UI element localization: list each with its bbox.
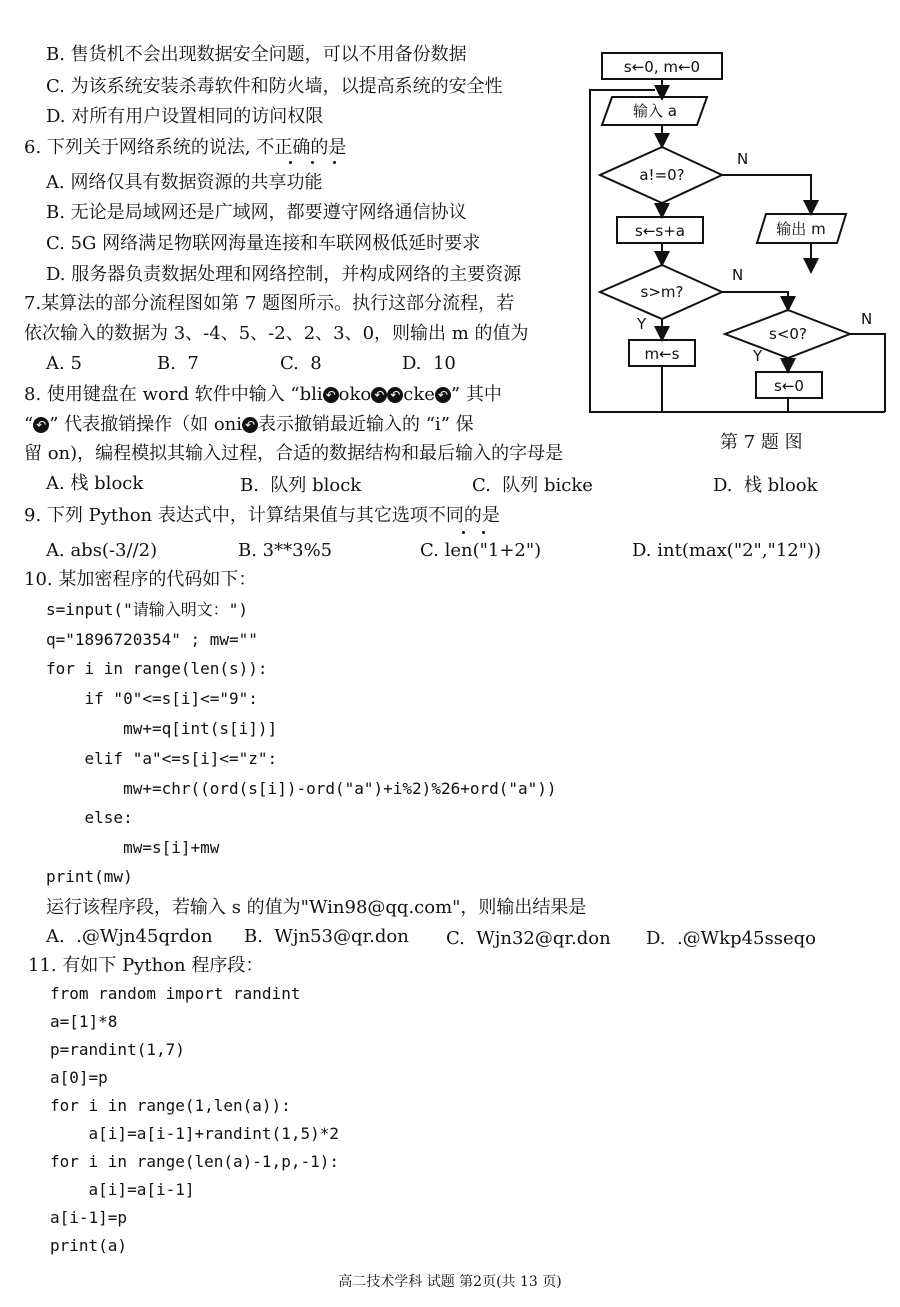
q11-stem: 11. 有如下 Python 程序段： <box>28 955 264 976</box>
flow-init-label: s←0, m←0 <box>623 58 701 76</box>
q11-code-line: for i in range(len(a)-1,p,-1): <box>50 1152 339 1171</box>
q7-stem-line1: 7.某算法的部分流程图如第 7 题图所示。执行这部分流程，若 <box>24 293 515 314</box>
q7-option-c: C. 8 <box>280 353 322 374</box>
q8-stem-line1: 8. 使用键盘在 word 软件中输入 “bli ↶ oko ↶ ↶ cke ↶ ” 其中 <box>24 384 502 405</box>
q11-code-line: a[0]=p <box>50 1068 108 1087</box>
flow-cond2-yes-label: Y <box>637 315 647 333</box>
q10-code-line: elif "a"<=s[i]<="z": <box>46 749 278 768</box>
flow-assign-label: s←s+a <box>635 222 685 240</box>
q10-code-line: print(mw) <box>46 867 133 886</box>
q10-code-line: for i in range(len(s)): <box>46 659 268 678</box>
undo-icon: ↶ <box>323 387 339 403</box>
q10-code-line: s=input("请输入明文：") <box>46 600 248 619</box>
q9-option-a: A. abs(-3//2) <box>46 540 158 561</box>
q7-option-d: D. 10 <box>402 353 456 374</box>
q8-stem-line2: “ ↶ ” 代表撤销操作（如 oni ↶ 表示撤销最近输入的 “i” 保 <box>24 414 474 435</box>
q9-stem: 9. 下列 Python 表达式中，计算结果值与其它选项不同的是 <box>24 505 500 526</box>
emphasis-dot <box>482 531 485 534</box>
q11-code-line: print(a) <box>50 1236 128 1255</box>
q10-code-line: mw+=q[int(s[i])] <box>46 719 278 738</box>
q6-option-a: A. 网络仅具有数据资源的共享功能 <box>46 172 323 193</box>
q7-option-b: B. 7 <box>157 353 199 374</box>
q10-option-d: D. .@Wkp45sseqo <box>646 928 816 949</box>
q10-code-line: mw+=chr((ord(s[i])-ord("a")+i%2)%26+ord("a")) <box>46 779 557 798</box>
flow-output-label: 输出 m <box>776 220 826 238</box>
flow-cond3-no-label: N <box>861 310 873 328</box>
q8-option-d: D. 栈 blook <box>713 475 818 496</box>
q6-stem: 6. 下列关于网络系统的说法, 不正确的是 <box>24 137 347 158</box>
q8-option-c: C. 队列 bicke <box>472 475 593 496</box>
q6-option-c: C. 5G 网络满足物联网海量连接和车联网极低延时要求 <box>46 233 481 254</box>
q10-code-line: mw=s[i]+mw <box>46 838 220 857</box>
emphasis-dot <box>333 161 336 164</box>
flow-cond3-label: s<0? <box>769 325 807 343</box>
q5-option-c: C. 为该系统安装杀毒软件和防火墙，以提高系统的安全性 <box>46 76 503 97</box>
q10-code-line: q="1896720354" ; mw="" <box>46 630 258 649</box>
q7-stem-line2: 依次输入的数据为 3、-4、5、-2、2、3、0，则输出 m 的值为 <box>24 323 529 344</box>
flow-input-label: 输入 a <box>633 102 677 120</box>
q9-option-d: D. int(max("2","12")) <box>632 540 822 561</box>
undo-icon: ↶ <box>242 417 258 433</box>
q10-option-c: C. Wjn32@qr.don <box>446 928 611 949</box>
q10-option-b: B. Wjn53@qr.don <box>244 926 409 947</box>
undo-icon: ↶ <box>387 387 403 403</box>
undo-icon: ↶ <box>33 417 49 433</box>
emphasis-dot <box>462 531 465 534</box>
q11-code-line: a[i]=a[i-1]+randint(1,5)*2 <box>50 1124 339 1143</box>
undo-icon: ↶ <box>371 387 387 403</box>
q11-code-line: from random import randint <box>50 984 301 1003</box>
flow-cond2-no-label: N <box>732 266 744 284</box>
q6-option-d: D. 服务器负责数据处理和网络控制，并构成网络的主要资源 <box>46 264 522 285</box>
q8-option-a: A. 栈 block <box>46 473 144 494</box>
q10-code-line: if "0"<=s[i]<="9": <box>46 689 258 708</box>
q11-code-line: a[i-1]=p <box>50 1208 128 1227</box>
flow-reset-label: s←0 <box>774 377 804 395</box>
flow-cond3-yes-label: Y <box>753 347 763 365</box>
flow-cond2-label: s>m? <box>640 283 684 301</box>
flow-assign-m-label: m←s <box>644 345 680 363</box>
figure-caption: 第 7 题 图 <box>720 432 803 453</box>
emphasis-dot <box>311 161 314 164</box>
q8-stem-line3: 留 on)，编程模拟其输入过程，合适的数据结构和最后输入的字母是 <box>24 443 564 464</box>
flow-cond1-no-label: N <box>737 150 749 168</box>
emphasis-dot <box>289 161 292 164</box>
q11-code-line: a[i]=a[i-1] <box>50 1180 195 1199</box>
q10-stem: 10. 某加密程序的代码如下： <box>24 569 257 590</box>
q11-code-line: p=randint(1,7) <box>50 1040 185 1059</box>
q8-option-b: B. 队列 block <box>240 475 362 496</box>
page-footer: 高二技术学科 试题 第2页(共 13 页) <box>338 1274 562 1290</box>
q9-option-c: C. len("1+2") <box>420 540 542 561</box>
q5-option-d: D. 对所有用户设置相同的访问权限 <box>46 106 324 127</box>
q11-code-line: a=[1]*8 <box>50 1012 118 1031</box>
q6-option-b: B. 无论是局域网还是广域网，都要遵守网络通信协议 <box>46 202 467 223</box>
q11-code-line: for i in range(1,len(a)): <box>50 1096 291 1115</box>
undo-icon: ↶ <box>435 387 451 403</box>
q7-option-a: A. 5 <box>46 353 82 374</box>
flow-cond1-label: a!=0? <box>639 166 685 184</box>
q10-question: 运行该程序段，若输入 s 的值为"Win98@qq.com"，则输出结果是 <box>46 897 587 918</box>
q10-option-a: A. .@Wjn45qrdon <box>46 926 213 947</box>
q9-option-b: B. 3**3%5 <box>238 540 333 561</box>
q10-code-line: else: <box>46 808 133 827</box>
q5-option-b: B. 售货机不会出现数据安全问题，可以不用备份数据 <box>46 44 467 65</box>
flowchart-figure <box>585 40 890 425</box>
